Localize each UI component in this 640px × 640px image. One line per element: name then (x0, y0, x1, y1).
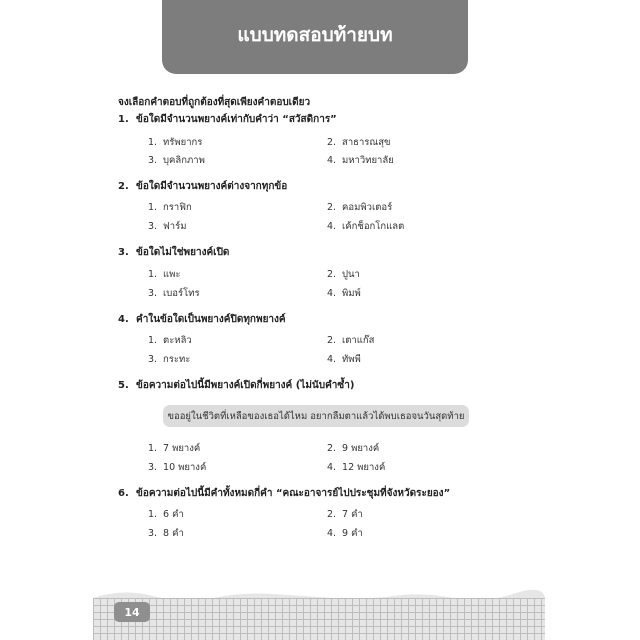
question-number: 4. (118, 314, 129, 325)
option-text: 6 คำ (163, 509, 184, 520)
option-4[interactable] (327, 153, 394, 168)
option-text: บุคลิกภาพ (163, 155, 205, 166)
option-1[interactable] (148, 333, 192, 348)
option-2[interactable] (327, 135, 391, 150)
option-number: 1. (148, 269, 158, 280)
option-3[interactable] (148, 219, 186, 234)
option-number: 3. (148, 528, 158, 539)
title-banner (162, 0, 468, 74)
option-text: 12 พยางค์ (342, 462, 386, 473)
page-title: แบบทดสอบท้ายบท (237, 24, 393, 46)
option-text: แพะ (163, 269, 181, 280)
option-number: 4. (327, 155, 337, 166)
option-text: กราฟิก (163, 202, 192, 213)
option-3[interactable] (148, 460, 206, 475)
option-number: 4. (327, 354, 337, 365)
option-number: 1. (148, 137, 158, 148)
option-text: เค้กช็อกโกแลต (342, 221, 405, 232)
question-number: 2. (118, 181, 129, 192)
option-1[interactable] (148, 267, 181, 282)
option-number: 1. (148, 443, 158, 454)
question-3 (118, 246, 229, 260)
option-2[interactable] (327, 267, 360, 282)
question-number: 5. (118, 380, 129, 391)
passage-box (163, 405, 469, 427)
option-3[interactable] (148, 526, 184, 541)
passage-text: ขออยู่ในชีวิตที่เหลือของเธอได้ไหม อยากลืมตาแล้วได้พบเธอจนวันสุดท้าย (167, 410, 465, 422)
question-2 (118, 180, 287, 194)
instruction-text: จงเลือกคำตอบที่ถูกต้องที่สุดเพียงคำตอบเดียว (118, 97, 311, 108)
question-4 (118, 313, 286, 327)
option-4[interactable] (327, 352, 361, 367)
question-text: ข้อใดไม่ใช่พยางค์เปิด (136, 247, 230, 258)
option-number: 4. (327, 462, 337, 473)
option-number: 2. (327, 269, 337, 280)
option-number: 1. (148, 335, 158, 346)
option-number: 3. (148, 221, 158, 232)
option-text: 7 คำ (342, 509, 363, 520)
option-number: 2. (327, 443, 337, 454)
option-text: ทัพพี (342, 354, 361, 365)
option-text: สาธารณสุข (342, 137, 391, 148)
question-text: ข้อความต่อไปนี้มีคำทั้งหมดกี่คำ “คณะอาจารย์ไปประชุมที่จังหวัดระยอง” (136, 488, 451, 499)
option-2[interactable] (327, 333, 374, 348)
option-4[interactable] (327, 286, 361, 301)
question-5 (118, 379, 354, 393)
question-text: ข้อความต่อไปนี้มีพยางค์เปิดกี่พยางค์ (ไม่นับคำซ้ำ) (136, 380, 355, 391)
option-4[interactable] (327, 219, 404, 234)
option-number: 2. (327, 335, 337, 346)
option-number: 2. (327, 509, 337, 520)
question-text: ข้อใดมีจำนวนพยางค์เท่ากับคำว่า “สวัสดิการ” (136, 114, 337, 125)
option-text: พิมพ์ (342, 288, 361, 299)
option-number: 4. (327, 221, 337, 232)
option-number: 1. (148, 202, 158, 213)
question-6 (118, 487, 450, 501)
option-3[interactable] (148, 153, 205, 168)
option-text: เบอร์โทร (163, 288, 200, 299)
page-number-badge (114, 602, 150, 622)
option-number: 1. (148, 509, 158, 520)
option-1[interactable] (148, 441, 200, 456)
option-number: 2. (327, 202, 337, 213)
question-number: 1. (118, 114, 129, 125)
page-number: 14 (124, 605, 140, 619)
option-2[interactable] (327, 507, 363, 522)
option-2[interactable] (327, 441, 379, 456)
option-number: 3. (148, 288, 158, 299)
option-1[interactable] (148, 200, 192, 215)
question-text: ข้อใดมีจำนวนพยางค์ต่างจากทุกข้อ (136, 181, 288, 192)
option-3[interactable] (148, 286, 200, 301)
question-1 (118, 113, 337, 127)
option-text: เตาแก๊ส (342, 335, 375, 346)
question-number: 3. (118, 247, 129, 258)
option-text: 7 พยางค์ (163, 443, 201, 454)
option-4[interactable] (327, 526, 363, 541)
option-text: 9 คำ (342, 528, 363, 539)
option-text: ฟาร์ม (163, 221, 187, 232)
question-text: คำในข้อใดเป็นพยางค์ปิดทุกพยางค์ (136, 314, 286, 325)
option-text: ตะหลิว (163, 335, 192, 346)
option-number: 4. (327, 528, 337, 539)
option-number: 3. (148, 354, 158, 365)
question-number: 6. (118, 488, 129, 499)
option-text: ปูนา (342, 269, 360, 280)
option-number: 4. (327, 288, 337, 299)
option-text: มหาวิทยาลัย (342, 155, 394, 166)
option-text: ทรัพยากร (163, 137, 203, 148)
option-4[interactable] (327, 460, 385, 475)
option-text: 9 พยางค์ (342, 443, 380, 454)
footer-grid-decoration (93, 598, 545, 640)
option-2[interactable] (327, 200, 392, 215)
option-number: 3. (148, 462, 158, 473)
option-3[interactable] (148, 352, 190, 367)
option-text: กระทะ (163, 354, 191, 365)
option-text: คอมพิวเตอร์ (342, 202, 393, 213)
option-text: 10 พยางค์ (163, 462, 207, 473)
option-number: 3. (148, 155, 158, 166)
option-number: 2. (327, 137, 337, 148)
option-1[interactable] (148, 507, 184, 522)
option-text: 8 คำ (163, 528, 184, 539)
option-1[interactable] (148, 135, 202, 150)
